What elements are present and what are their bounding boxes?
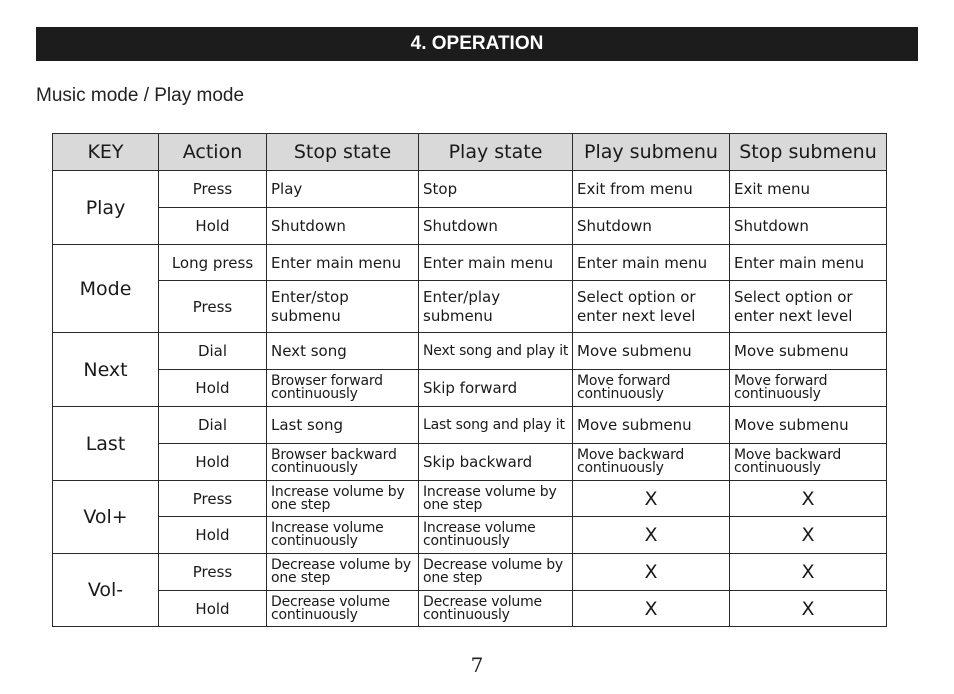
table-row [53, 171, 887, 208]
stop-state-cell: Enter main menu [267, 245, 419, 281]
table-row [53, 245, 887, 281]
stop-submenu-cell: Select option or enter next level [730, 281, 887, 333]
header-play-state: Play state [419, 134, 573, 171]
stop-state-cell: Decrease volume continuously [267, 591, 419, 627]
table-row [53, 333, 887, 370]
stop-submenu-cell: Move backward continuously [730, 444, 887, 481]
play-state-cell: Increase volume continuously [419, 517, 573, 554]
play-submenu-cell: Enter main menu [573, 245, 730, 281]
stop-state-cell: Increase volume continuously [267, 517, 419, 554]
section-title: 4. OPERATION [410, 33, 544, 54]
stop-submenu-cell: X [730, 591, 887, 627]
stop-submenu-cell: X [730, 554, 887, 591]
header-key: KEY [53, 134, 159, 171]
stop-state-cell: Decrease volume by one step [267, 554, 419, 591]
key-cell: Vol+ [53, 481, 159, 554]
table-row [53, 370, 887, 407]
play-submenu-cell: Shutdown [573, 208, 730, 245]
stop-submenu-cell: X [730, 481, 887, 517]
key-cell: Play [53, 171, 159, 245]
table-row [53, 517, 887, 554]
action-cell: Press [159, 281, 267, 333]
stop-submenu-cell: Move forward continuously [730, 370, 887, 407]
action-cell: Press [159, 481, 267, 517]
action-cell: Press [159, 554, 267, 591]
table-row [53, 208, 887, 245]
stop-submenu-cell: X [730, 517, 887, 554]
stop-submenu-cell: Move submenu [730, 333, 887, 370]
table-row [53, 481, 887, 517]
play-state-cell: Increase volume by one step [419, 481, 573, 517]
play-state-cell: Shutdown [419, 208, 573, 245]
stop-state-cell: Last song [267, 407, 419, 444]
play-state-cell: Decrease volume by one step [419, 554, 573, 591]
header-stop-state: Stop state [267, 134, 419, 171]
stop-state-cell: Play [267, 171, 419, 208]
play-submenu-cell: Exit from menu [573, 171, 730, 208]
header-play-submenu: Play submenu [573, 134, 730, 171]
play-submenu-cell: Move backward continuously [573, 444, 730, 481]
stop-state-cell: Browser forward continuously [267, 370, 419, 407]
action-cell: Press [159, 171, 267, 208]
play-submenu-cell: X [573, 554, 730, 591]
play-submenu-cell: X [573, 481, 730, 517]
play-submenu-cell: Move forward continuously [573, 370, 730, 407]
action-cell: Hold [159, 444, 267, 481]
stop-state-cell: Browser backward continuously [267, 444, 419, 481]
key-cell: Mode [53, 245, 159, 333]
header-stop-submenu: Stop submenu [730, 134, 887, 171]
play-state-cell: Next song and play it [419, 333, 573, 370]
key-cell: Next [53, 333, 159, 407]
stop-state-cell: Shutdown [267, 208, 419, 245]
play-state-cell: Decrease volume continuously [419, 591, 573, 627]
table-row [53, 281, 887, 333]
table-row [53, 554, 887, 591]
stop-state-cell: Enter/stop submenu [267, 281, 419, 333]
action-cell: Hold [159, 517, 267, 554]
play-state-cell: Enter/play submenu [419, 281, 573, 333]
action-cell: Dial [159, 333, 267, 370]
action-cell: Long press [159, 245, 267, 281]
table-row [53, 407, 887, 444]
play-submenu-cell: X [573, 591, 730, 627]
action-cell: Hold [159, 370, 267, 407]
stop-state-cell: Next song [267, 333, 419, 370]
table-row [53, 591, 887, 627]
play-state-cell: Enter main menu [419, 245, 573, 281]
play-submenu-cell: Move submenu [573, 407, 730, 444]
stop-submenu-cell: Enter main menu [730, 245, 887, 281]
stop-submenu-cell: Exit menu [730, 171, 887, 208]
key-cell: Last [53, 407, 159, 481]
stop-submenu-cell: Move submenu [730, 407, 887, 444]
action-cell: Hold [159, 591, 267, 627]
operation-table [52, 133, 887, 627]
play-state-cell: Skip backward [419, 444, 573, 481]
table-header-row [53, 134, 887, 171]
play-state-cell: Skip forward [419, 370, 573, 407]
play-state-cell: Stop [419, 171, 573, 208]
play-state-cell: Last song and play it [419, 407, 573, 444]
play-submenu-cell: Move submenu [573, 333, 730, 370]
action-cell: Hold [159, 208, 267, 245]
stop-state-cell: Increase volume by one step [267, 481, 419, 517]
table-row [53, 444, 887, 481]
page-number: 7 [470, 653, 484, 677]
key-cell: Vol- [53, 554, 159, 627]
action-cell: Dial [159, 407, 267, 444]
play-submenu-cell: X [573, 517, 730, 554]
header-action: Action [159, 134, 267, 171]
stop-submenu-cell: Shutdown [730, 208, 887, 245]
section-title-bar [36, 27, 918, 61]
play-submenu-cell: Select option or enter next level [573, 281, 730, 333]
mode-subtitle: Music mode / Play mode [36, 85, 245, 106]
